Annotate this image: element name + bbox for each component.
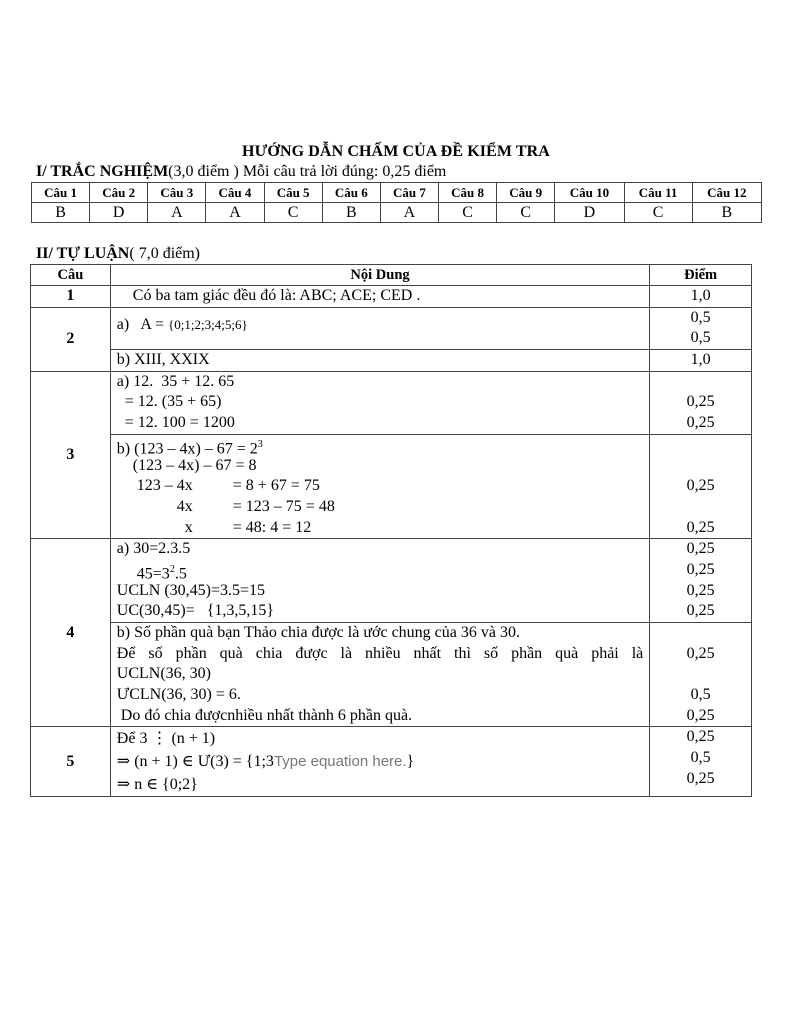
mc-header-cell: Câu 2 — [90, 183, 148, 203]
mc-answer-cell: A — [148, 203, 206, 223]
answer-content — [110, 307, 649, 349]
question-number: 2 — [31, 307, 111, 371]
answer-text: Có ba tam giác đều đó là: ABC; ACE; CED . — [132, 287, 421, 304]
answer-content — [110, 371, 649, 434]
set-expression: {0;1;2;3;4;5;6} — [168, 316, 248, 332]
answer-line: (123 – 4x) – 67 = 8 — [116, 456, 257, 474]
answer-line: = 12. 100 = 1200 — [116, 414, 235, 432]
points-cell — [650, 307, 752, 349]
column-header-points: Điểm — [650, 265, 752, 286]
points-cell — [650, 350, 752, 372]
answer-text: } — [406, 753, 415, 771]
answer-line: Để 3 ⋮ (n + 1) — [116, 730, 216, 748]
answer-line: UCLN(36, 30) — [116, 665, 211, 683]
answer-line: 123 – 4x = 8 + 67 = 75 — [116, 477, 320, 495]
points-value: 0,25 — [686, 728, 715, 746]
question-2b-row — [31, 350, 752, 372]
answer-line: x = 48: 4 = 12 — [116, 518, 312, 536]
section-2-title: II/ TỰ LUẬN — [36, 245, 130, 262]
mc-answer-cell: C — [497, 203, 555, 223]
mc-header-cell: Câu 9 — [497, 183, 555, 203]
points-value — [650, 664, 751, 685]
points-value: 1,0 — [690, 351, 711, 369]
answer-line: ƯCLN(36, 30) = 6. — [116, 686, 241, 704]
mc-answer-cell: B — [692, 203, 761, 223]
equation-placeholder[interactable]: Type equation here. — [273, 753, 407, 771]
mc-answer-cell: C — [624, 203, 692, 223]
answer-line — [117, 560, 643, 581]
answer-line: UCLN (30,45)=3.5=15 — [116, 581, 266, 599]
answer-line — [117, 750, 643, 773]
points-value — [650, 497, 751, 518]
points-value: 0,25 — [686, 581, 715, 599]
section-2-heading — [36, 245, 200, 263]
answer-text: .5 — [174, 565, 187, 583]
exponent: 2 — [169, 563, 175, 575]
question-4a-row — [31, 539, 752, 623]
exponent: 3 — [257, 438, 263, 450]
answer-text: 45=3 — [116, 565, 170, 583]
mc-answer-cell: A — [380, 203, 438, 223]
points-value: 0,25 — [686, 414, 715, 432]
answer-content — [110, 727, 649, 797]
question-3a-row — [31, 371, 752, 434]
answer-content — [110, 623, 649, 727]
points-value: 0,5 — [690, 749, 711, 767]
points-value: 0,25 — [686, 560, 715, 578]
points-value — [650, 456, 751, 477]
answer-line — [117, 435, 643, 456]
document-title: HƯỚNG DẪN CHẤM CỦA ĐỀ KIỂM TRA — [242, 143, 550, 160]
answer-line: a) 12. 35 + 12. 65 — [116, 372, 235, 390]
points-cell — [650, 286, 752, 308]
question-5-row — [31, 727, 752, 797]
answer-content — [110, 350, 649, 372]
mc-header-cell: Câu 5 — [264, 183, 322, 203]
mc-header-cell: Câu 8 — [438, 183, 496, 203]
points-cell — [650, 623, 752, 727]
mc-header-cell: Câu 7 — [380, 183, 438, 203]
multiple-choice-answer-table — [31, 182, 762, 223]
question-number: 4 — [31, 539, 111, 727]
answer-text: b) (123 – 4x) – 67 = 2 — [116, 440, 258, 458]
answer-text: ⇒ (n + 1) ∈ Ư(3) = {1;3 — [116, 753, 274, 771]
question-1-row — [31, 286, 752, 308]
essay-header-row — [31, 265, 752, 286]
points-cell — [650, 371, 752, 434]
mc-answer-cell: C — [438, 203, 496, 223]
answer-line — [117, 308, 643, 349]
section-1-title: I/ TRẮC NGHIỆM — [36, 163, 169, 180]
points-cell — [650, 727, 752, 797]
points-value: 0,5 — [690, 329, 711, 347]
points-value: 0,25 — [686, 706, 715, 724]
mc-answer-cell: C — [264, 203, 322, 223]
section-2-note: ( 7,0 điểm) — [129, 245, 201, 262]
points-value: 0,25 — [686, 540, 715, 558]
question-4b-row — [31, 623, 752, 727]
answer-line — [117, 286, 643, 307]
answer-content — [110, 539, 649, 623]
answer-line: Do đó chia đượcnhiều nhất thành 6 phần quà. — [116, 706, 413, 724]
mc-header-cell: Câu 12 — [692, 183, 761, 203]
answer-content — [110, 286, 649, 308]
answer-content — [110, 434, 649, 538]
answer-line: 4x = 123 – 75 = 48 — [116, 497, 335, 515]
answer-line: Để số phần quà chia được là nhiều nhất thì số phần quà phải là — [116, 644, 644, 662]
points-value: 0,5 — [690, 686, 711, 704]
points-value — [650, 623, 751, 644]
mc-header-cell: Câu 4 — [206, 183, 264, 203]
points-value: 0,25 — [686, 518, 715, 536]
points-value: 0,25 — [686, 393, 715, 411]
column-header-question: Câu — [31, 265, 111, 286]
mc-answer-cell: B — [32, 203, 90, 223]
answer-line: UC(30,45)= {1,3,5,15} — [116, 602, 275, 620]
question-2a-row — [31, 307, 752, 349]
section-1-note: (3,0 điểm ) Mỗi câu trả lời đúng: 0,25 điểm — [168, 163, 447, 180]
points-cell — [650, 434, 752, 538]
mc-answer-cell: D — [555, 203, 624, 223]
points-value: 1,0 — [690, 287, 711, 304]
question-number: 3 — [31, 371, 111, 539]
points-value — [650, 435, 751, 456]
answer-text: a) A = — [116, 315, 169, 333]
mc-answer-row — [32, 203, 762, 223]
column-header-content: Nội Dung — [110, 265, 649, 286]
mc-header-cell: Câu 1 — [32, 183, 90, 203]
answer-line: b) Số phần quà bạn Thảo chia được là ước chung của 36 và 30. — [116, 624, 520, 642]
mc-header-cell: Câu 11 — [624, 183, 692, 203]
mc-header-row — [32, 183, 762, 203]
answer-line: b) XIII, XXIX — [116, 351, 210, 369]
question-3b-row — [31, 434, 752, 538]
answer-line: a) 30=2.3.5 — [116, 540, 191, 558]
mc-header-cell: Câu 10 — [555, 183, 624, 203]
answer-line: = 12. (35 + 65) — [116, 393, 222, 411]
mc-header-cell: Câu 3 — [148, 183, 206, 203]
points-value: 0,25 — [686, 769, 715, 787]
points-value: 0,25 — [686, 644, 715, 662]
mc-answer-cell: A — [206, 203, 264, 223]
points-value: 0,25 — [686, 602, 715, 620]
section-1-heading — [36, 163, 446, 181]
question-number: 1 — [31, 286, 111, 308]
points-value: 0,25 — [686, 477, 715, 495]
points-value — [650, 372, 751, 393]
answer-line: ⇒ n ∈ {0;2} — [116, 776, 198, 794]
mc-answer-cell: B — [322, 203, 380, 223]
mc-header-cell: Câu 6 — [322, 183, 380, 203]
question-number: 5 — [31, 727, 111, 797]
mc-answer-cell: D — [90, 203, 148, 223]
points-value: 0,5 — [690, 308, 711, 326]
points-cell — [650, 539, 752, 623]
essay-grading-table — [30, 264, 752, 797]
